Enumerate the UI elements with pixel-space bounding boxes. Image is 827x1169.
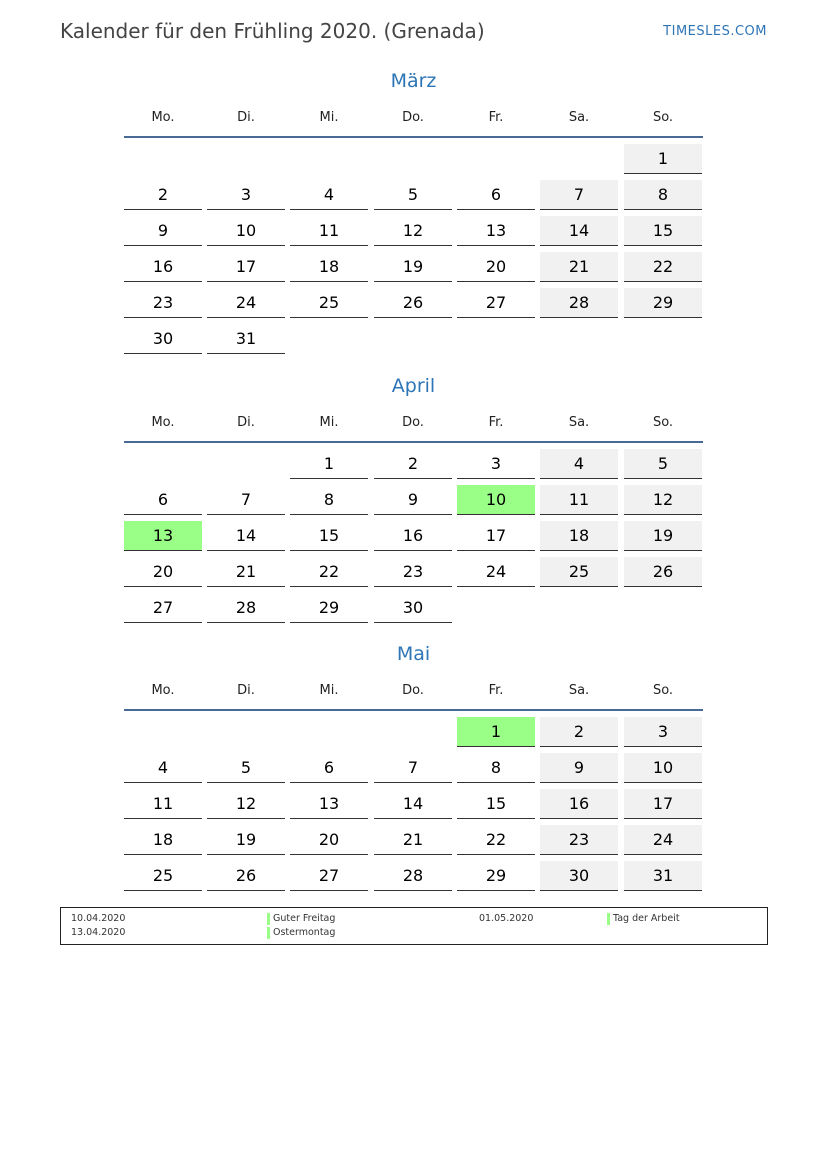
weekday-label: Di. bbox=[237, 415, 255, 430]
day-cell: 16 bbox=[540, 789, 618, 819]
day-cell: 12 bbox=[624, 485, 702, 515]
day-cell: 27 bbox=[290, 861, 368, 891]
day-cell: 21 bbox=[374, 825, 452, 855]
weekday-label: Di. bbox=[237, 110, 255, 125]
day-cell: 17 bbox=[457, 521, 535, 551]
header-rule bbox=[124, 709, 703, 711]
day-cell: 2 bbox=[540, 717, 618, 747]
day-cell: 26 bbox=[624, 557, 702, 587]
day-cell: 23 bbox=[540, 825, 618, 855]
day-cell: 5 bbox=[207, 753, 285, 783]
weekday-label: Do. bbox=[402, 110, 424, 125]
day-cell: 29 bbox=[457, 861, 535, 891]
day-cell: 30 bbox=[540, 861, 618, 891]
day-cell: 20 bbox=[290, 825, 368, 855]
day-cell: 4 bbox=[290, 180, 368, 210]
day-cell: 11 bbox=[124, 789, 202, 819]
weekday-label: So. bbox=[652, 683, 674, 698]
day-cell: 22 bbox=[624, 252, 702, 282]
weekday-label: Di. bbox=[237, 683, 255, 698]
day-cell: 8 bbox=[290, 485, 368, 515]
day-cell: 4 bbox=[124, 753, 202, 783]
day-cell: 20 bbox=[457, 252, 535, 282]
day-cell: 13 bbox=[124, 521, 202, 551]
header-rule bbox=[124, 441, 703, 443]
day-cell: 23 bbox=[124, 288, 202, 318]
day-cell: 11 bbox=[540, 485, 618, 515]
weekday-label: Mi. bbox=[319, 683, 339, 698]
day-cell: 21 bbox=[540, 252, 618, 282]
day-cell: 9 bbox=[374, 485, 452, 515]
day-cell: 10 bbox=[624, 753, 702, 783]
day-cell: 1 bbox=[457, 717, 535, 747]
day-cell: 7 bbox=[207, 485, 285, 515]
weekday-label: Fr. bbox=[488, 110, 504, 125]
weekday-header bbox=[124, 110, 703, 130]
day-cell: 6 bbox=[457, 180, 535, 210]
header-rule bbox=[124, 136, 703, 138]
legend-date-1: 10.04.2020 bbox=[71, 913, 126, 924]
day-cell: 1 bbox=[624, 144, 702, 174]
day-cell: 25 bbox=[290, 288, 368, 318]
weekday-label: Sa. bbox=[568, 415, 590, 430]
day-cell: 7 bbox=[374, 753, 452, 783]
day-cell: 3 bbox=[207, 180, 285, 210]
day-cell: 27 bbox=[124, 593, 202, 623]
legend-name-3: Tag der Arbeit bbox=[607, 913, 680, 925]
weekday-label: Mo. bbox=[151, 415, 175, 430]
day-cell: 27 bbox=[457, 288, 535, 318]
day-cell: 14 bbox=[374, 789, 452, 819]
day-cell: 30 bbox=[374, 593, 452, 623]
day-cell: 16 bbox=[124, 252, 202, 282]
day-cell: 22 bbox=[290, 557, 368, 587]
weekday-header bbox=[124, 415, 703, 435]
day-cell: 31 bbox=[624, 861, 702, 891]
day-cell: 31 bbox=[207, 324, 285, 354]
day-cell: 1 bbox=[290, 449, 368, 479]
day-cell: 6 bbox=[290, 753, 368, 783]
day-cell: 9 bbox=[540, 753, 618, 783]
weekday-label: Do. bbox=[402, 683, 424, 698]
day-cell: 26 bbox=[374, 288, 452, 318]
weekday-label: Sa. bbox=[568, 683, 590, 698]
month-title: Mai bbox=[396, 643, 431, 665]
day-cell: 25 bbox=[124, 861, 202, 891]
day-cell: 2 bbox=[374, 449, 452, 479]
legend-date-3: 01.05.2020 bbox=[479, 913, 534, 924]
day-cell: 18 bbox=[124, 825, 202, 855]
day-cell: 22 bbox=[457, 825, 535, 855]
weekday-header bbox=[124, 683, 703, 703]
weekday-label: Fr. bbox=[488, 415, 504, 430]
day-cell: 18 bbox=[290, 252, 368, 282]
day-cell: 7 bbox=[540, 180, 618, 210]
day-cell: 14 bbox=[540, 216, 618, 246]
day-cell: 29 bbox=[624, 288, 702, 318]
legend-name-1: Guter Freitag bbox=[267, 913, 335, 925]
day-cell: 24 bbox=[624, 825, 702, 855]
day-cell: 3 bbox=[624, 717, 702, 747]
weekday-label: Mi. bbox=[319, 110, 339, 125]
day-cell: 29 bbox=[290, 593, 368, 623]
day-cell: 10 bbox=[457, 485, 535, 515]
day-cell: 19 bbox=[624, 521, 702, 551]
day-cell: 26 bbox=[207, 861, 285, 891]
day-cell: 16 bbox=[374, 521, 452, 551]
day-cell: 5 bbox=[374, 180, 452, 210]
day-cell: 12 bbox=[374, 216, 452, 246]
legend-date-2: 13.04.2020 bbox=[71, 927, 126, 938]
weekday-label: Sa. bbox=[568, 110, 590, 125]
weekday-label: So. bbox=[652, 110, 674, 125]
weekday-label: Mo. bbox=[151, 683, 175, 698]
day-cell: 2 bbox=[124, 180, 202, 210]
page-title: Kalender für den Frühling 2020. (Grenada) bbox=[60, 19, 485, 43]
day-cell: 28 bbox=[374, 861, 452, 891]
day-cell: 14 bbox=[207, 521, 285, 551]
month-title: April bbox=[391, 375, 436, 397]
day-cell: 24 bbox=[457, 557, 535, 587]
day-cell: 20 bbox=[124, 557, 202, 587]
day-cell: 19 bbox=[374, 252, 452, 282]
day-cell: 21 bbox=[207, 557, 285, 587]
day-cell: 17 bbox=[207, 252, 285, 282]
day-cell: 15 bbox=[290, 521, 368, 551]
day-cell: 15 bbox=[624, 216, 702, 246]
weekday-label: Fr. bbox=[488, 683, 504, 698]
day-cell: 13 bbox=[457, 216, 535, 246]
day-cell: 30 bbox=[124, 324, 202, 354]
day-cell: 28 bbox=[207, 593, 285, 623]
day-cell: 28 bbox=[540, 288, 618, 318]
day-cell: 13 bbox=[290, 789, 368, 819]
day-cell: 17 bbox=[624, 789, 702, 819]
day-cell: 23 bbox=[374, 557, 452, 587]
weekday-label: So. bbox=[652, 415, 674, 430]
legend-name-2: Ostermontag bbox=[267, 927, 335, 939]
day-cell: 5 bbox=[624, 449, 702, 479]
day-cell: 15 bbox=[457, 789, 535, 819]
day-cell: 11 bbox=[290, 216, 368, 246]
day-cell: 25 bbox=[540, 557, 618, 587]
day-cell: 19 bbox=[207, 825, 285, 855]
weekday-label: Mi. bbox=[319, 415, 339, 430]
day-cell: 3 bbox=[457, 449, 535, 479]
holiday-legend bbox=[60, 907, 768, 945]
weekday-label: Mo. bbox=[151, 110, 175, 125]
day-cell: 12 bbox=[207, 789, 285, 819]
day-cell: 8 bbox=[624, 180, 702, 210]
day-cell: 6 bbox=[124, 485, 202, 515]
day-cell: 8 bbox=[457, 753, 535, 783]
day-cell: 10 bbox=[207, 216, 285, 246]
day-cell: 18 bbox=[540, 521, 618, 551]
brand-link[interactable]: TIMESLES.COM bbox=[663, 24, 767, 39]
day-cell: 4 bbox=[540, 449, 618, 479]
weekday-label: Do. bbox=[402, 415, 424, 430]
day-cell: 9 bbox=[124, 216, 202, 246]
month-title: März bbox=[390, 70, 437, 92]
day-cell: 24 bbox=[207, 288, 285, 318]
